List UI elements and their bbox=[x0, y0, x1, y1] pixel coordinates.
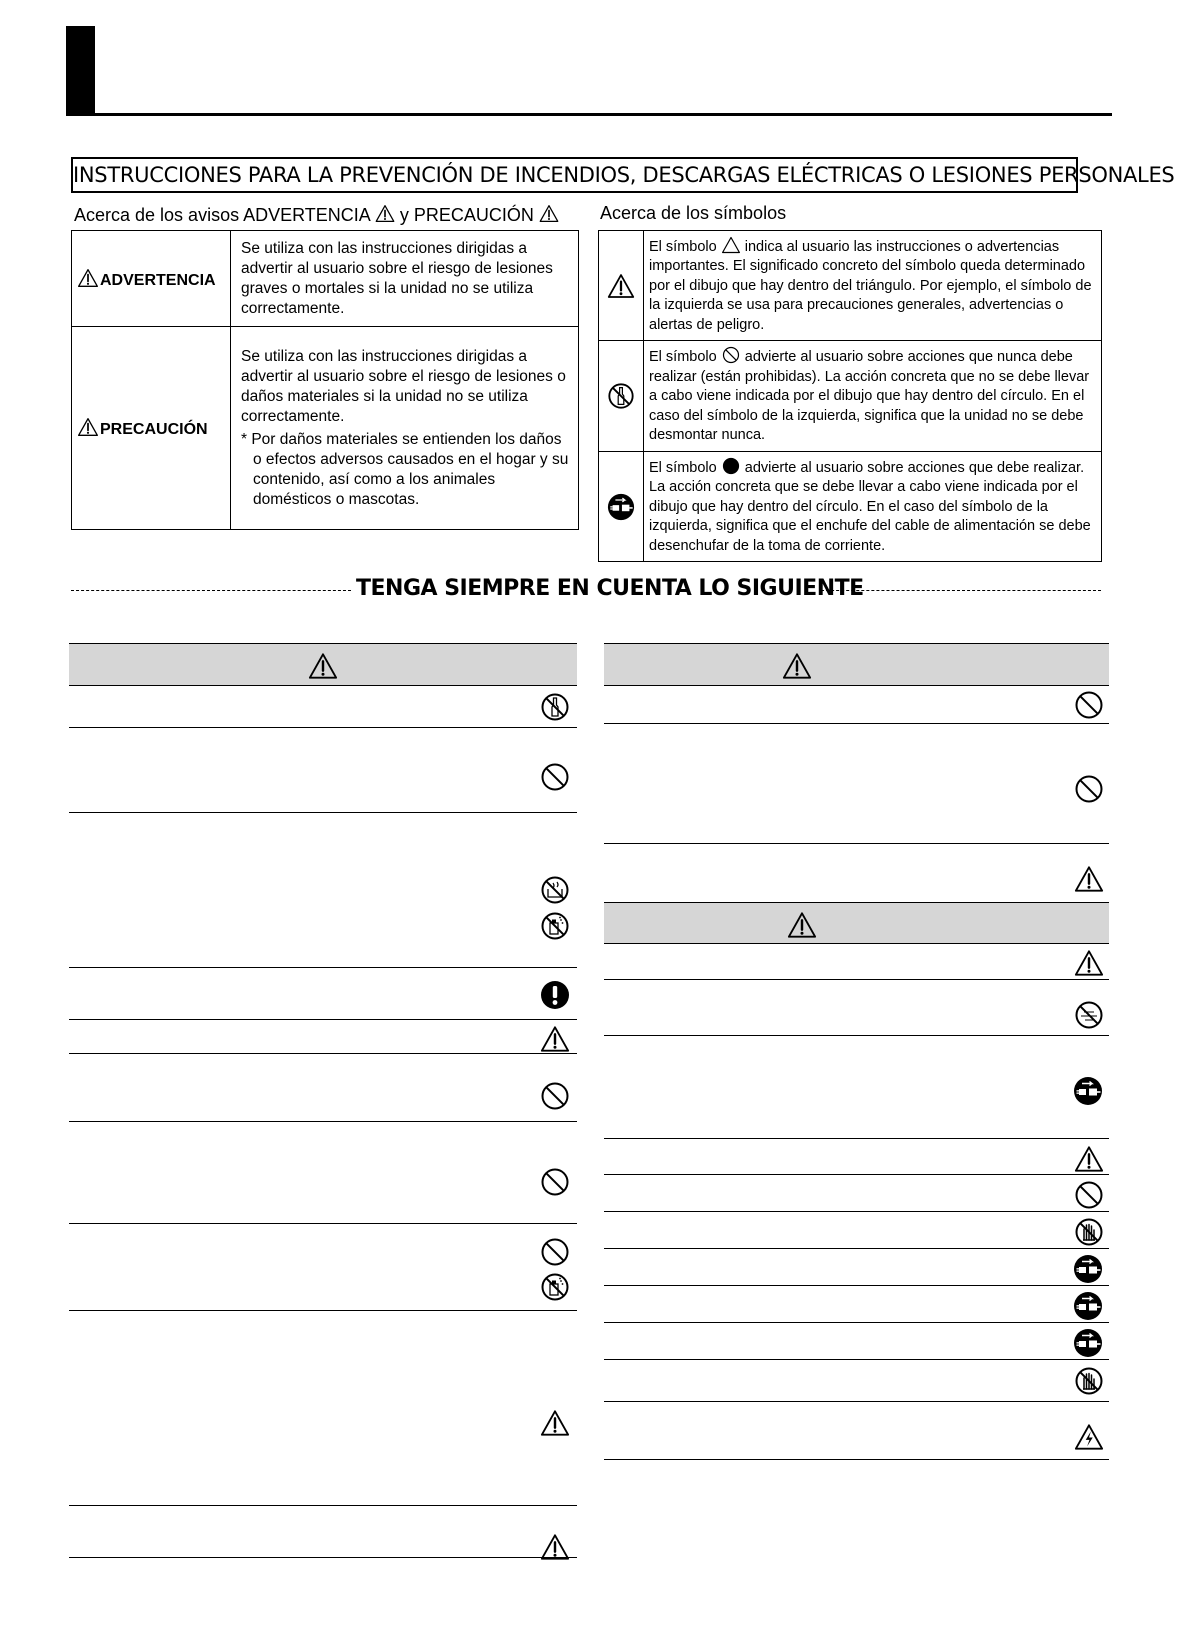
disassembly-prohibited-icon bbox=[540, 692, 570, 722]
symbol-cell bbox=[599, 452, 644, 562]
symbol-triangle-description bbox=[644, 231, 1102, 341]
row-divider bbox=[604, 1174, 1109, 1175]
no-spray-icon bbox=[540, 911, 570, 941]
row-divider bbox=[69, 812, 577, 813]
row-divider bbox=[69, 1557, 577, 1558]
row-divider bbox=[604, 1211, 1109, 1212]
advertencia-row bbox=[72, 231, 579, 327]
prohibited-icon bbox=[540, 1081, 570, 1111]
row-divider bbox=[604, 1459, 1109, 1460]
unplug-icon bbox=[1073, 1254, 1103, 1284]
warning-triangle-icon bbox=[1074, 864, 1104, 894]
warnings-heading bbox=[74, 204, 559, 226]
dashed-rule-left bbox=[71, 590, 351, 591]
disassembly-prohibited-icon bbox=[607, 382, 635, 410]
advertencia-label-cell bbox=[72, 231, 231, 327]
warning-levels-table bbox=[71, 230, 579, 530]
row-divider bbox=[69, 1505, 577, 1506]
row-divider bbox=[604, 1138, 1109, 1139]
always-observe-title: TENGA SIEMPRE EN CUENTA LO SIGUIENTE bbox=[356, 576, 864, 601]
no-spray-icon bbox=[540, 1272, 570, 1302]
symbol-triangle-post: indica al usuario las instrucciones o advertencias importantes. El significado concreto del símbolo queda determinado por el dibujo que hay dentro del triángulo. Por ejemplo, el símbolo de la izquierda se usa para precauciones generales, advertencias o alertas de peligro. bbox=[649, 238, 1092, 333]
always-observe-divider bbox=[71, 573, 1101, 605]
no-touch-wet-hands-icon bbox=[1074, 1217, 1104, 1247]
no-flame-icon bbox=[1074, 1000, 1104, 1030]
row-divider bbox=[69, 1121, 577, 1122]
symbol-triangle-pre: El símbolo bbox=[649, 238, 717, 255]
row-divider bbox=[604, 1359, 1109, 1360]
warning-triangle-icon bbox=[77, 268, 99, 288]
warnings-heading-part-a: Acerca de los avisos ADVERTENCIA bbox=[74, 205, 370, 225]
safety-title: INSTRUCCIONES PARA LA PREVENCIÓN DE INCENDIOS, DESCARGAS ELÉCTRICAS O LESIONES PERSONALES bbox=[71, 157, 1078, 193]
warning-triangle-icon bbox=[782, 651, 812, 681]
dashed-rule-right bbox=[821, 590, 1101, 591]
precaucion-description-cell bbox=[231, 327, 579, 530]
header-rule bbox=[66, 113, 1112, 116]
row-divider bbox=[604, 1035, 1109, 1036]
warning-triangle-icon bbox=[540, 1408, 570, 1438]
warning-triangle-icon bbox=[375, 204, 395, 223]
row-divider bbox=[604, 979, 1109, 980]
symbol-cell bbox=[599, 231, 644, 341]
row-divider bbox=[69, 1223, 577, 1224]
warning-triangle-icon bbox=[607, 272, 635, 300]
symbol-row-filled bbox=[599, 452, 1102, 562]
warning-triangle-icon bbox=[77, 417, 99, 437]
symbol-row-triangle bbox=[599, 231, 1102, 341]
precaucion-label: PRECAUCIÓN bbox=[100, 421, 208, 438]
prohibited-icon bbox=[540, 1167, 570, 1197]
precaucion-note: * Por daños materiales se entienden los daños o efectos adversos causados en el hogar y su contenido, así como a los animales domésticos o mascotas. bbox=[241, 430, 569, 508]
empty-triangle-icon bbox=[721, 236, 741, 254]
precaucion-row bbox=[72, 327, 579, 530]
right-warning-banner-2 bbox=[604, 902, 1109, 944]
symbol-filled-description bbox=[644, 452, 1102, 562]
row-divider bbox=[69, 1310, 577, 1311]
symbol-circle-pre: El símbolo bbox=[649, 349, 717, 366]
symbols-table bbox=[598, 230, 1102, 562]
unplug-icon bbox=[1073, 1291, 1103, 1321]
left-warning-banner bbox=[69, 643, 577, 686]
warning-triangle-icon bbox=[1074, 1144, 1104, 1174]
right-warning-banner-1 bbox=[604, 643, 1109, 686]
warning-triangle-icon bbox=[1074, 948, 1104, 978]
header-black-bar bbox=[66, 26, 95, 115]
mandatory-icon bbox=[540, 980, 570, 1010]
row-divider bbox=[69, 727, 577, 728]
symbol-circle-description bbox=[644, 341, 1102, 452]
symbols-heading: Acerca de los símbolos bbox=[600, 203, 787, 223]
prohibited-icon bbox=[1074, 690, 1104, 720]
row-divider bbox=[604, 1401, 1109, 1402]
row-divider bbox=[604, 1285, 1109, 1286]
prohibited-icon bbox=[540, 762, 570, 792]
prohibited-icon bbox=[540, 1237, 570, 1267]
unplug-icon bbox=[1073, 1076, 1103, 1106]
warnings-heading-part-b: y PRECAUCIÓN bbox=[399, 205, 534, 225]
advertencia-description: Se utiliza con las instrucciones dirigidas a advertir al usuario sobre el riesgo de lesiones graves o mortales si la unidad no se utiliza correctamente. bbox=[231, 231, 579, 327]
prohibited-icon bbox=[1074, 774, 1104, 804]
warning-triangle-icon bbox=[308, 651, 338, 681]
row-divider bbox=[69, 1019, 577, 1020]
row-divider bbox=[604, 723, 1109, 724]
row-divider bbox=[604, 1248, 1109, 1249]
prohibited-icon bbox=[1074, 1180, 1104, 1210]
warning-triangle-icon bbox=[787, 910, 817, 940]
filled-circle-icon bbox=[721, 457, 741, 475]
advertencia-label: ADVERTENCIA bbox=[100, 271, 216, 289]
prohibited-icon bbox=[721, 346, 741, 364]
symbol-row-circle bbox=[599, 341, 1102, 452]
symbol-cell bbox=[599, 341, 644, 452]
unplug-icon bbox=[1073, 1328, 1103, 1358]
symbol-circle-post: advierte al usuario sobre acciones que nunca debe realizar (están prohibidas). La acción concreta que no se debe llevar a cabo viene indicada por el dibujo que hay dentro del círculo. En el caso del símbolo de la izquierda, significa que la unidad no se debe desmontar nunca. bbox=[649, 349, 1090, 444]
unplug-icon bbox=[607, 493, 635, 521]
symbol-filled-post: advierte al usuario sobre acciones que debe realizar. La acción concreta que se debe llevar a cabo viene indicada por el dibujo que hay dentro del círculo. En el caso del símbolo de la izquierda, significa que el enchufe del cable de alimentación se debe desenchufar de la toma de corriente. bbox=[649, 459, 1091, 554]
row-divider bbox=[69, 1053, 577, 1054]
no-touch-wet-hands-icon bbox=[1074, 1366, 1104, 1396]
precaucion-description: Se utiliza con las instrucciones dirigidas a advertir al usuario sobre el riesgo de lesiones o daños materiales si la unidad no se utiliza correctamente. bbox=[241, 347, 566, 425]
warning-triangle-icon bbox=[539, 204, 559, 223]
warning-triangle-icon bbox=[540, 1024, 570, 1054]
symbol-filled-pre: El símbolo bbox=[649, 459, 717, 476]
row-divider bbox=[604, 1322, 1109, 1323]
row-divider bbox=[69, 967, 577, 968]
no-water-icon bbox=[540, 875, 570, 905]
precaucion-label-cell bbox=[72, 327, 231, 530]
row-divider bbox=[604, 843, 1109, 844]
electric-shock-warning-icon bbox=[1074, 1422, 1104, 1452]
